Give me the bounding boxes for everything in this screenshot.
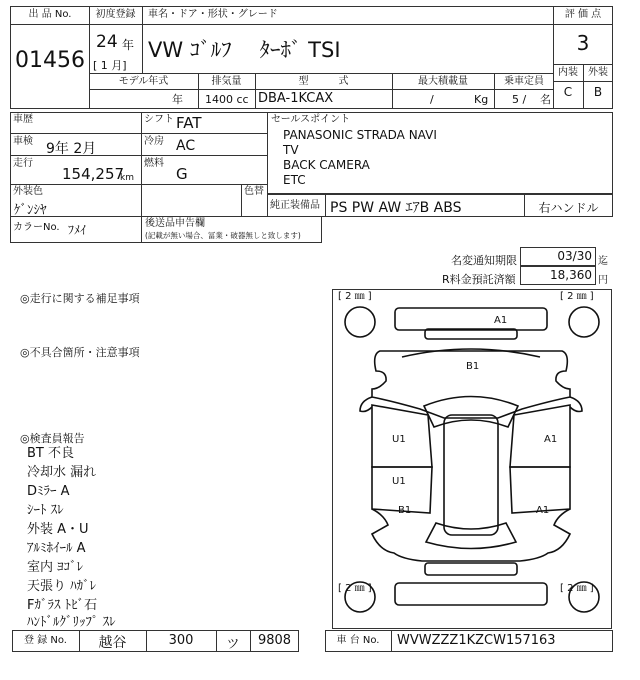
max-load-label: 最大積載量 — [418, 76, 468, 87]
inspector-item: ｼｰﾄ ｽﾚ — [27, 503, 64, 518]
inspector-item: 冷却水 漏れ — [27, 465, 97, 480]
car-name: VW ｺﾞﾙﾌ ﾀｰﾎﾞ TSI — [148, 38, 341, 62]
name-change-unit: 迄 — [598, 256, 608, 267]
windshield — [424, 397, 518, 428]
mark-left-front-door: U1 — [392, 434, 406, 445]
capacity-label: 乗車定員 — [504, 76, 544, 87]
tire-front-left — [345, 307, 375, 337]
inspector-item: 天張り ﾊｶﾞﾚ — [27, 579, 97, 594]
genuine-value: PS PW AW ｴｱB ABS — [330, 200, 462, 216]
type: DBA-1KCAX — [258, 91, 334, 106]
color-change-label: 色替 — [244, 186, 264, 197]
type-label: 型 式 — [298, 76, 349, 87]
tire-label-bl: [ 2 ㎜ ] — [338, 583, 372, 594]
details-box — [10, 112, 268, 217]
color-no-label: カラーNo. — [13, 222, 60, 233]
rear-bumper-outline — [395, 583, 547, 605]
inspector-item: 外装 A・U — [27, 522, 89, 537]
max-load: / — [430, 93, 434, 106]
ext-color-value: ｹﾞﾝｼﾔ — [14, 203, 47, 218]
roof — [444, 415, 498, 535]
fuel-value: G — [176, 165, 188, 183]
shift-label: シフト — [144, 114, 174, 125]
reg-class: 300 — [168, 633, 194, 648]
mileage-value: 154,257 — [62, 165, 125, 183]
inspection-label: 車検 — [13, 136, 33, 147]
lot-no-label: 出 品 No. — [28, 9, 72, 20]
score-label: 評 価 点 — [564, 9, 602, 20]
inspector-item: 室内 ﾖｺﾞﾚ — [27, 560, 84, 575]
displacement: 1400 cc — [205, 93, 249, 106]
aftermarket-note: (記載が無い場合、冨業・破器無しと致します) — [145, 231, 301, 240]
genuine-label: 純正装備品 — [270, 200, 320, 211]
mileage-unit: km — [120, 173, 134, 183]
color-no-value: ﾌﾒｲ — [68, 223, 87, 237]
inspector-item: Dﾐﾗｰ A — [27, 484, 70, 499]
recycle-unit: 円 — [598, 275, 608, 286]
first-reg-label: 初度登録 — [95, 9, 136, 20]
displacement-label: 排気量 — [211, 76, 242, 87]
model-year-label: モデル年式 — [118, 76, 169, 87]
inspector-item: ｱﾙﾐﾎｲｰﾙ A — [27, 541, 86, 556]
inspector-item: ﾊﾝﾄﾞﾙｸﾞﾘｯﾌﾟ ｽﾚ — [27, 615, 116, 630]
inspection-value: 9年 2月 — [46, 141, 97, 157]
right-front-door — [510, 405, 570, 467]
first-reg-year-unit: 年 — [122, 38, 135, 52]
max-load-unit: Kg — [474, 93, 489, 106]
chassis-label: 車 台 No. — [336, 635, 380, 646]
first-reg-month: [ 1 月] — [93, 59, 127, 72]
reg-region: 越谷 — [98, 635, 127, 651]
reg-number: 9808 — [257, 633, 292, 648]
model-year-unit: 年 — [172, 93, 183, 106]
name-change-label: 名変通知期限 — [451, 254, 517, 267]
defects-label: ◎不具合箇所・注意事項 — [20, 346, 140, 359]
score: 3 — [576, 31, 590, 55]
mark-right-front-door: A1 — [544, 434, 558, 445]
front-bumper-outline — [395, 308, 547, 330]
mark-left-rear-door: U1 — [392, 476, 406, 487]
reg-no-label: 登 録 No. — [24, 635, 67, 646]
sales-point-item: ETC — [283, 173, 306, 187]
mark-hood: B1 — [466, 361, 480, 372]
tire-label-tl: [ 2 ㎜ ] — [338, 291, 372, 302]
inspector-item: Fｶﾞﾗｽ ﾄﾋﾞ石 — [27, 598, 98, 613]
car-damage-diagram — [332, 289, 612, 629]
recycle-value: 18,360 — [550, 268, 592, 282]
driving-notes-label: ◎走行に関する補足事項 — [20, 292, 140, 305]
exterior-grade: B — [593, 85, 603, 99]
tire-front-right — [569, 307, 599, 337]
rear-bumper-inner — [425, 563, 517, 575]
name-change-value: 03/30 — [557, 249, 592, 263]
right-mirror — [570, 397, 582, 412]
mark-right-rear-fender: A1 — [536, 505, 550, 516]
ac-label: 冷房 — [144, 136, 164, 147]
chassis-no: WVWZZZ1KZCW157163 — [397, 633, 556, 648]
recycle-label: R料金預託済額 — [442, 273, 516, 286]
first-reg-year: 24 — [96, 32, 118, 52]
shift-value: FAT — [176, 114, 202, 132]
capacity-unit: 名 — [540, 93, 551, 106]
inspector-item: BT 不良 — [27, 446, 74, 461]
ext-color-label: 外装色 — [13, 186, 43, 197]
sales-point-item: PANASONIC STRADA NAVI — [283, 128, 437, 142]
reg-kana: ツ — [226, 637, 240, 652]
sales-points-label: セールスポイント — [271, 114, 351, 125]
aftermarket-label: 後送品申告欄 — [145, 218, 205, 229]
lot-no: 01456 — [15, 48, 85, 73]
sales-point-item: BACK CAMERA — [283, 158, 370, 172]
ac-value: AC — [176, 138, 196, 154]
mark-front-bumper: A1 — [494, 315, 508, 326]
steering: 右ハンドル — [538, 201, 599, 215]
car-name-label: 車名・ドア・形状・グレード — [148, 9, 278, 20]
inspector-label: ◎検査員報告 — [20, 432, 85, 445]
mileage-label: 走行 — [13, 158, 33, 169]
mark-left-rear-fender: B1 — [398, 505, 412, 516]
tire-label-br: [ 2 ㎜ ] — [560, 583, 594, 594]
sales-point-item: TV — [283, 143, 299, 157]
exterior-label: 外装 — [588, 67, 608, 78]
history-label: 車歴 — [13, 114, 33, 125]
left-mirror — [360, 397, 372, 412]
capacity: 5 / — [512, 93, 527, 106]
tire-label-tr: [ 2 ㎜ ] — [560, 291, 594, 302]
interior-grade: C — [563, 85, 573, 99]
fuel-label: 燃料 — [144, 158, 164, 169]
interior-label: 内装 — [558, 67, 578, 78]
